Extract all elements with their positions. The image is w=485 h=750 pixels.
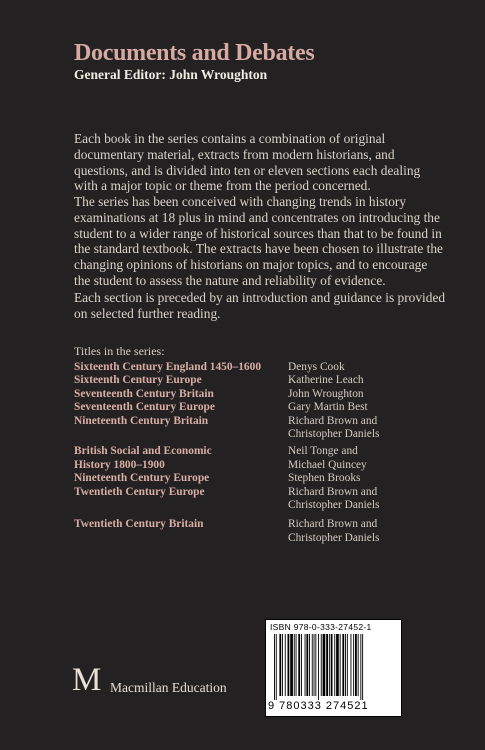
general-editor: General Editor: John Wroughton — [74, 67, 268, 82]
book-author: Stephen Brooks — [288, 472, 361, 485]
description-paragraph-2: The series has been conceived with changing trends in history examinations at 18 plus in mind and concentrates on introducing the student to a wider range of historical sources than that to be found in the standard textbook. The extracts have been chosen to illustrate the changing opinions of historians on major topics, and to encourage the student to assess the nature and reliability of evidence. — [74, 194, 443, 288]
description-paragraph-1: Each book in the series contains a combination of original documentary material, extracts from modern historians, and questions, and is divided into ten or eleven sections each dealing with a major topic or theme from the period concerned. — [74, 131, 421, 194]
list-item — [74, 445, 454, 472]
book-author: Richard Brown and Christopher Daniels — [288, 518, 380, 544]
list-item — [74, 518, 454, 545]
publisher-name: Macmillan Education — [110, 680, 227, 695]
book-author: Neil Tonge and Michael Quincey — [288, 445, 367, 471]
book-title: Sixteenth Century Europe — [74, 374, 202, 387]
book-author: Denys Cook — [288, 361, 345, 373]
list-item — [74, 472, 454, 485]
series-title: Documents and Debates — [74, 40, 315, 66]
isbn-barcode — [265, 619, 402, 717]
book-author: Katherine Leach — [288, 374, 364, 387]
book-title: Seventeenth Century Britain — [74, 387, 214, 400]
list-item — [74, 415, 454, 442]
list-item — [74, 374, 454, 387]
book-title: Nineteenth Century Britain — [74, 414, 209, 427]
list-item — [74, 388, 454, 401]
titles-list — [74, 361, 454, 545]
list-item — [74, 486, 454, 513]
book-author: John Wroughton — [288, 387, 364, 400]
book-title: Sixteenth Century England 1450–1600 — [74, 361, 262, 373]
list-item — [74, 401, 454, 414]
list-item — [74, 361, 454, 374]
book-title: Seventeenth Century Europe — [74, 401, 215, 414]
book-author: Richard Brown and Christopher Daniels — [288, 414, 380, 441]
book-author: Richard Brown and Christopher Daniels — [288, 485, 380, 512]
book-title: Twentieth Century Europe — [74, 485, 205, 498]
isbn-label: ISBN 978-0-333-27452-1 — [270, 622, 372, 632]
description-paragraph-3: Each section is preceded by an introduction and guidance is provided on selected further reading. — [74, 290, 446, 321]
barcode-icon — [274, 634, 394, 700]
publisher-logo: M — [72, 662, 102, 698]
titles-heading: Titles in the series: — [74, 344, 165, 358]
book-title: British Social and Economic History 1800–1900 — [74, 445, 212, 471]
book-author: Gary Martin Best — [288, 401, 368, 414]
book-title: Twentieth Century Britain — [74, 518, 204, 531]
ean-digits: 9 780333 274521 — [268, 700, 369, 712]
book-title: Nineteenth Century Europe — [74, 472, 210, 485]
